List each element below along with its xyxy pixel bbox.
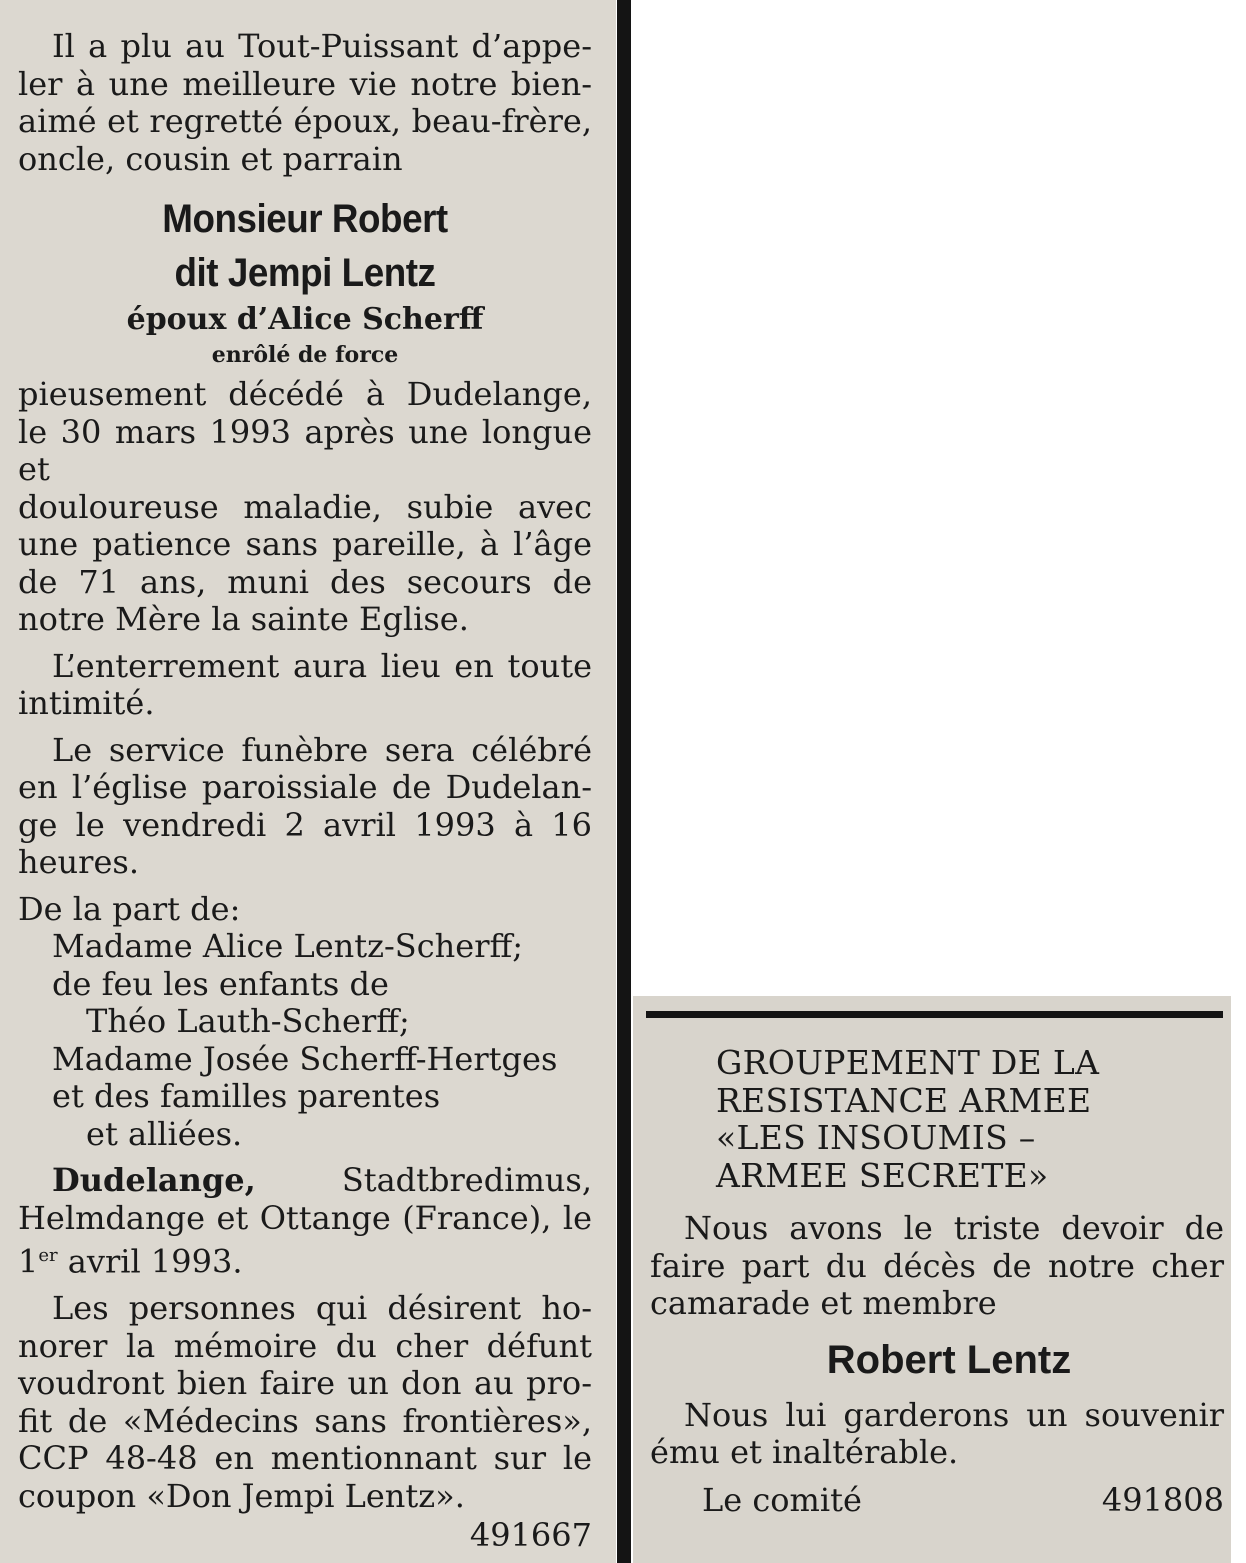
center-divider-rule bbox=[617, 0, 631, 1563]
death-line: douloureuse maladie, subie avec bbox=[18, 487, 592, 526]
place-line bbox=[18, 1162, 592, 1200]
right-header-rule bbox=[646, 1011, 1223, 1018]
family-line: Madame Josée Scherff-Hertges bbox=[52, 1039, 558, 1078]
death-line: une patience sans pareille, à l’âge bbox=[18, 525, 592, 563]
reference-number: 491667 bbox=[469, 1516, 592, 1555]
intro-line: ler à une meilleure vie notre bien- bbox=[18, 64, 592, 103]
spouse-line: époux d’Alice Scherff bbox=[126, 302, 484, 337]
donation-line: voudront bien faire un don au pro- bbox=[18, 1364, 592, 1403]
org-name-line: «LES INSOUMIS – bbox=[716, 1118, 1036, 1157]
service-line: ge le vendredi 2 avril 1993 à 16 bbox=[18, 805, 592, 844]
message-line: faire part du décès de notre cher bbox=[650, 1246, 1224, 1285]
donation-line: norer la mémoire du cher défunt bbox=[18, 1326, 592, 1365]
closing-line: Nous lui garderons un souvenir bbox=[684, 1395, 1224, 1434]
intro-line: oncle, cousin et parrain bbox=[18, 139, 403, 178]
service-line: en l’église paroissiale de Dudelan- bbox=[18, 768, 592, 806]
org-name-line: RESISTANCE ARMEE bbox=[716, 1080, 1092, 1120]
burial-line: L’enterrement aura lieu en toute bbox=[52, 646, 592, 685]
date-superscript: er bbox=[38, 1245, 58, 1266]
donation-line: CCP 48-48 en mentionnant sur le bbox=[18, 1439, 592, 1478]
service-line: heures. bbox=[18, 843, 139, 881]
deceased-name-line2: dit Jempi Lentz bbox=[174, 251, 436, 295]
death-line: pieusement décédé à Dudelange, bbox=[18, 375, 592, 413]
intro-line: Il a plu au Tout-Puissant d’appe- bbox=[52, 27, 592, 65]
org-name-line: ARMEE SECRETE» bbox=[716, 1155, 1049, 1195]
donation-line: Les personnes qui désirent ho- bbox=[52, 1289, 592, 1328]
family-line: et des familles parentes bbox=[52, 1077, 441, 1115]
death-line: de 71 ans, muni des secours de bbox=[18, 562, 592, 601]
place-rest: Stadtbredimus, bbox=[341, 1161, 592, 1199]
signature-row bbox=[650, 1482, 1224, 1520]
message-line: Nous avons le triste devoir de bbox=[684, 1209, 1224, 1247]
place-bold: Dudelange, bbox=[52, 1161, 256, 1199]
date-rest: avril 1993. bbox=[57, 1242, 243, 1281]
intro-line: aimé et regretté époux, beau-frère, bbox=[18, 102, 592, 140]
family-line: de feu les enfants de bbox=[52, 964, 389, 1003]
donation-line: fit de «Médecins sans frontières», bbox=[18, 1401, 592, 1440]
death-line: notre Mère la sainte Eglise. bbox=[18, 600, 469, 638]
org-name-line: GROUPEMENT DE LA bbox=[716, 1043, 1100, 1082]
reference-number: 491808 bbox=[1101, 1480, 1224, 1519]
blank-area bbox=[631, 0, 1246, 1000]
closing-line: ému et inaltérable. bbox=[650, 1433, 959, 1471]
conscription-note: enrôlé de force bbox=[211, 342, 399, 368]
death-line: le 30 mars 1993 après une longue et bbox=[18, 412, 592, 488]
family-line: Madame Alice Lentz-Scherff; bbox=[52, 927, 523, 965]
obituary-notice-right bbox=[650, 1044, 1224, 1519]
place-line-2: Helmdange et Ottange (France), le bbox=[18, 1198, 592, 1237]
burial-line: intimité. bbox=[18, 684, 155, 722]
deceased-name-line1: Monsieur Robert bbox=[162, 197, 448, 241]
date-line bbox=[18, 1237, 592, 1281]
date-day: 1 bbox=[18, 1242, 39, 1281]
family-line: et alliées. bbox=[86, 1114, 243, 1153]
member-name: Robert Lentz bbox=[826, 1337, 1072, 1382]
signature: Le comité bbox=[702, 1480, 862, 1519]
service-line: Le service funèbre sera célébré bbox=[52, 730, 592, 769]
family-line: Théo Lauth-Scherff; bbox=[86, 1002, 410, 1040]
obituary-notice-left bbox=[18, 28, 592, 1555]
message-line: camarade et membre bbox=[650, 1284, 997, 1322]
donation-line: coupon «Don Jempi Lentz». bbox=[18, 1476, 465, 1515]
from-label: De la part de: bbox=[18, 889, 241, 928]
